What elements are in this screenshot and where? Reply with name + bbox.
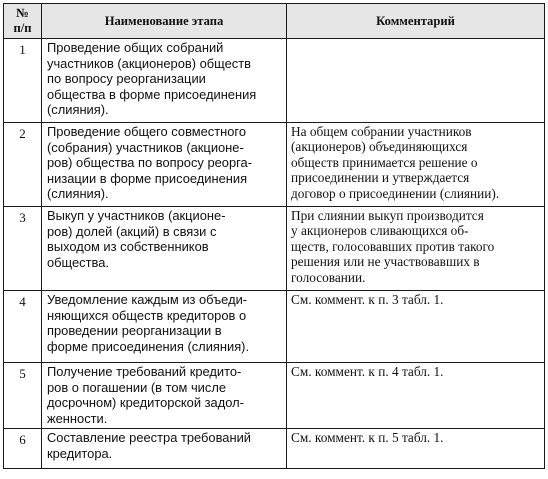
stage-name-line: общества в форме присоединения — [47, 86, 257, 102]
comment-line: решения или не участвовавших в — [291, 254, 480, 270]
table-row — [4, 39, 545, 123]
stage-name-cell — [42, 207, 287, 291]
comment-line: договор о присоединении (слиянии). — [291, 185, 500, 201]
stage-name-line: выходом из собственников — [47, 239, 209, 255]
header-number-abbr: п/п — [13, 21, 32, 35]
stage-name-line: по вопросу реорганизации — [47, 71, 206, 87]
stage-name-line: женности. — [47, 410, 108, 426]
comment-line: См. коммент. к п. 4 табл. 1. — [291, 364, 444, 379]
stage-name-line: (слияния). — [47, 102, 109, 118]
comment-line: При слиянии выкуп производится — [291, 208, 484, 223]
header-number-symbol: № — [16, 6, 29, 20]
stage-name-line: Проведение общих собраний — [47, 40, 224, 55]
row-number: 1 — [4, 39, 42, 123]
stage-name-line: Уведомление каждым из объеди- — [47, 292, 248, 307]
row-number: 2 — [4, 123, 42, 207]
stage-name-line: ров) долей (акций) в связи с — [47, 223, 217, 239]
stage-name-line: кредитора. — [47, 445, 113, 461]
header-stage-name: Наименование этапа — [42, 4, 287, 39]
stage-name-line: Выкуп у участников (акционе- — [47, 208, 226, 223]
comment-line: ществ, голосовавших против такого — [291, 238, 495, 254]
comment-cell — [287, 123, 545, 207]
row-number: 4 — [4, 291, 42, 363]
comment-cell — [287, 39, 545, 123]
stage-name-cell — [42, 429, 287, 469]
stage-name-line: Проведение общего совместного — [47, 124, 247, 139]
comment-cell — [287, 429, 545, 469]
comment-line: (акционеров) объединяющихся — [291, 139, 468, 155]
stage-name-line: досрочном) кредиторской задол- — [47, 395, 244, 411]
stage-name-line: ров) общества по вопросу реорга- — [47, 155, 252, 171]
comment-cell — [287, 207, 545, 291]
comment-line: голосовании. — [291, 269, 366, 285]
comment-line: На общем собрании участников — [291, 124, 472, 139]
header-number — [4, 4, 42, 39]
table-body — [4, 39, 545, 469]
stage-name-line: проведении реорганизации в — [47, 323, 222, 339]
stage-name-line: Составление реестра требований — [47, 430, 251, 445]
stage-name-line: участников (акционеров) обществ — [47, 55, 251, 71]
header-comment: Комментарий — [287, 4, 545, 39]
table-row — [4, 363, 545, 429]
comment-line: обществ принимается решение о — [291, 154, 478, 170]
table-row — [4, 291, 545, 363]
stage-name-line: Получение требований кредито- — [47, 364, 242, 379]
table-row — [4, 123, 545, 207]
row-number: 6 — [4, 429, 42, 469]
comment-line: присоединении и утверждается — [291, 170, 470, 186]
header-row — [4, 4, 545, 39]
comment-cell — [287, 363, 545, 429]
stage-name-line: общества. — [47, 254, 109, 270]
table-row — [4, 207, 545, 291]
comment-cell — [287, 291, 545, 363]
comment-line: у акционеров сливающихся об- — [291, 223, 469, 239]
table-header — [4, 4, 545, 39]
row-number: 5 — [4, 363, 42, 429]
stage-name-line: форме присоединения (слияния). — [47, 338, 250, 354]
stage-name-line: (слияния). — [47, 186, 109, 202]
stage-name-line: низации в форме присоединения — [47, 170, 248, 186]
comment-line: См. коммент. к п. 5 табл. 1. — [291, 430, 444, 445]
stage-name-line: няющихся обществ кредиторов о — [47, 307, 247, 323]
stages-table — [3, 3, 545, 469]
stage-name-cell — [42, 291, 287, 363]
stage-name-cell — [42, 363, 287, 429]
stage-name-line: (собрания) участников (акционе- — [47, 139, 244, 155]
stage-name-cell — [42, 123, 287, 207]
stage-name-line: ров о погашении (в том числе — [47, 379, 227, 395]
row-number: 3 — [4, 207, 42, 291]
stage-name-cell — [42, 39, 287, 123]
comment-line: См. коммент. к п. 3 табл. 1. — [291, 292, 444, 307]
table-row — [4, 429, 545, 469]
